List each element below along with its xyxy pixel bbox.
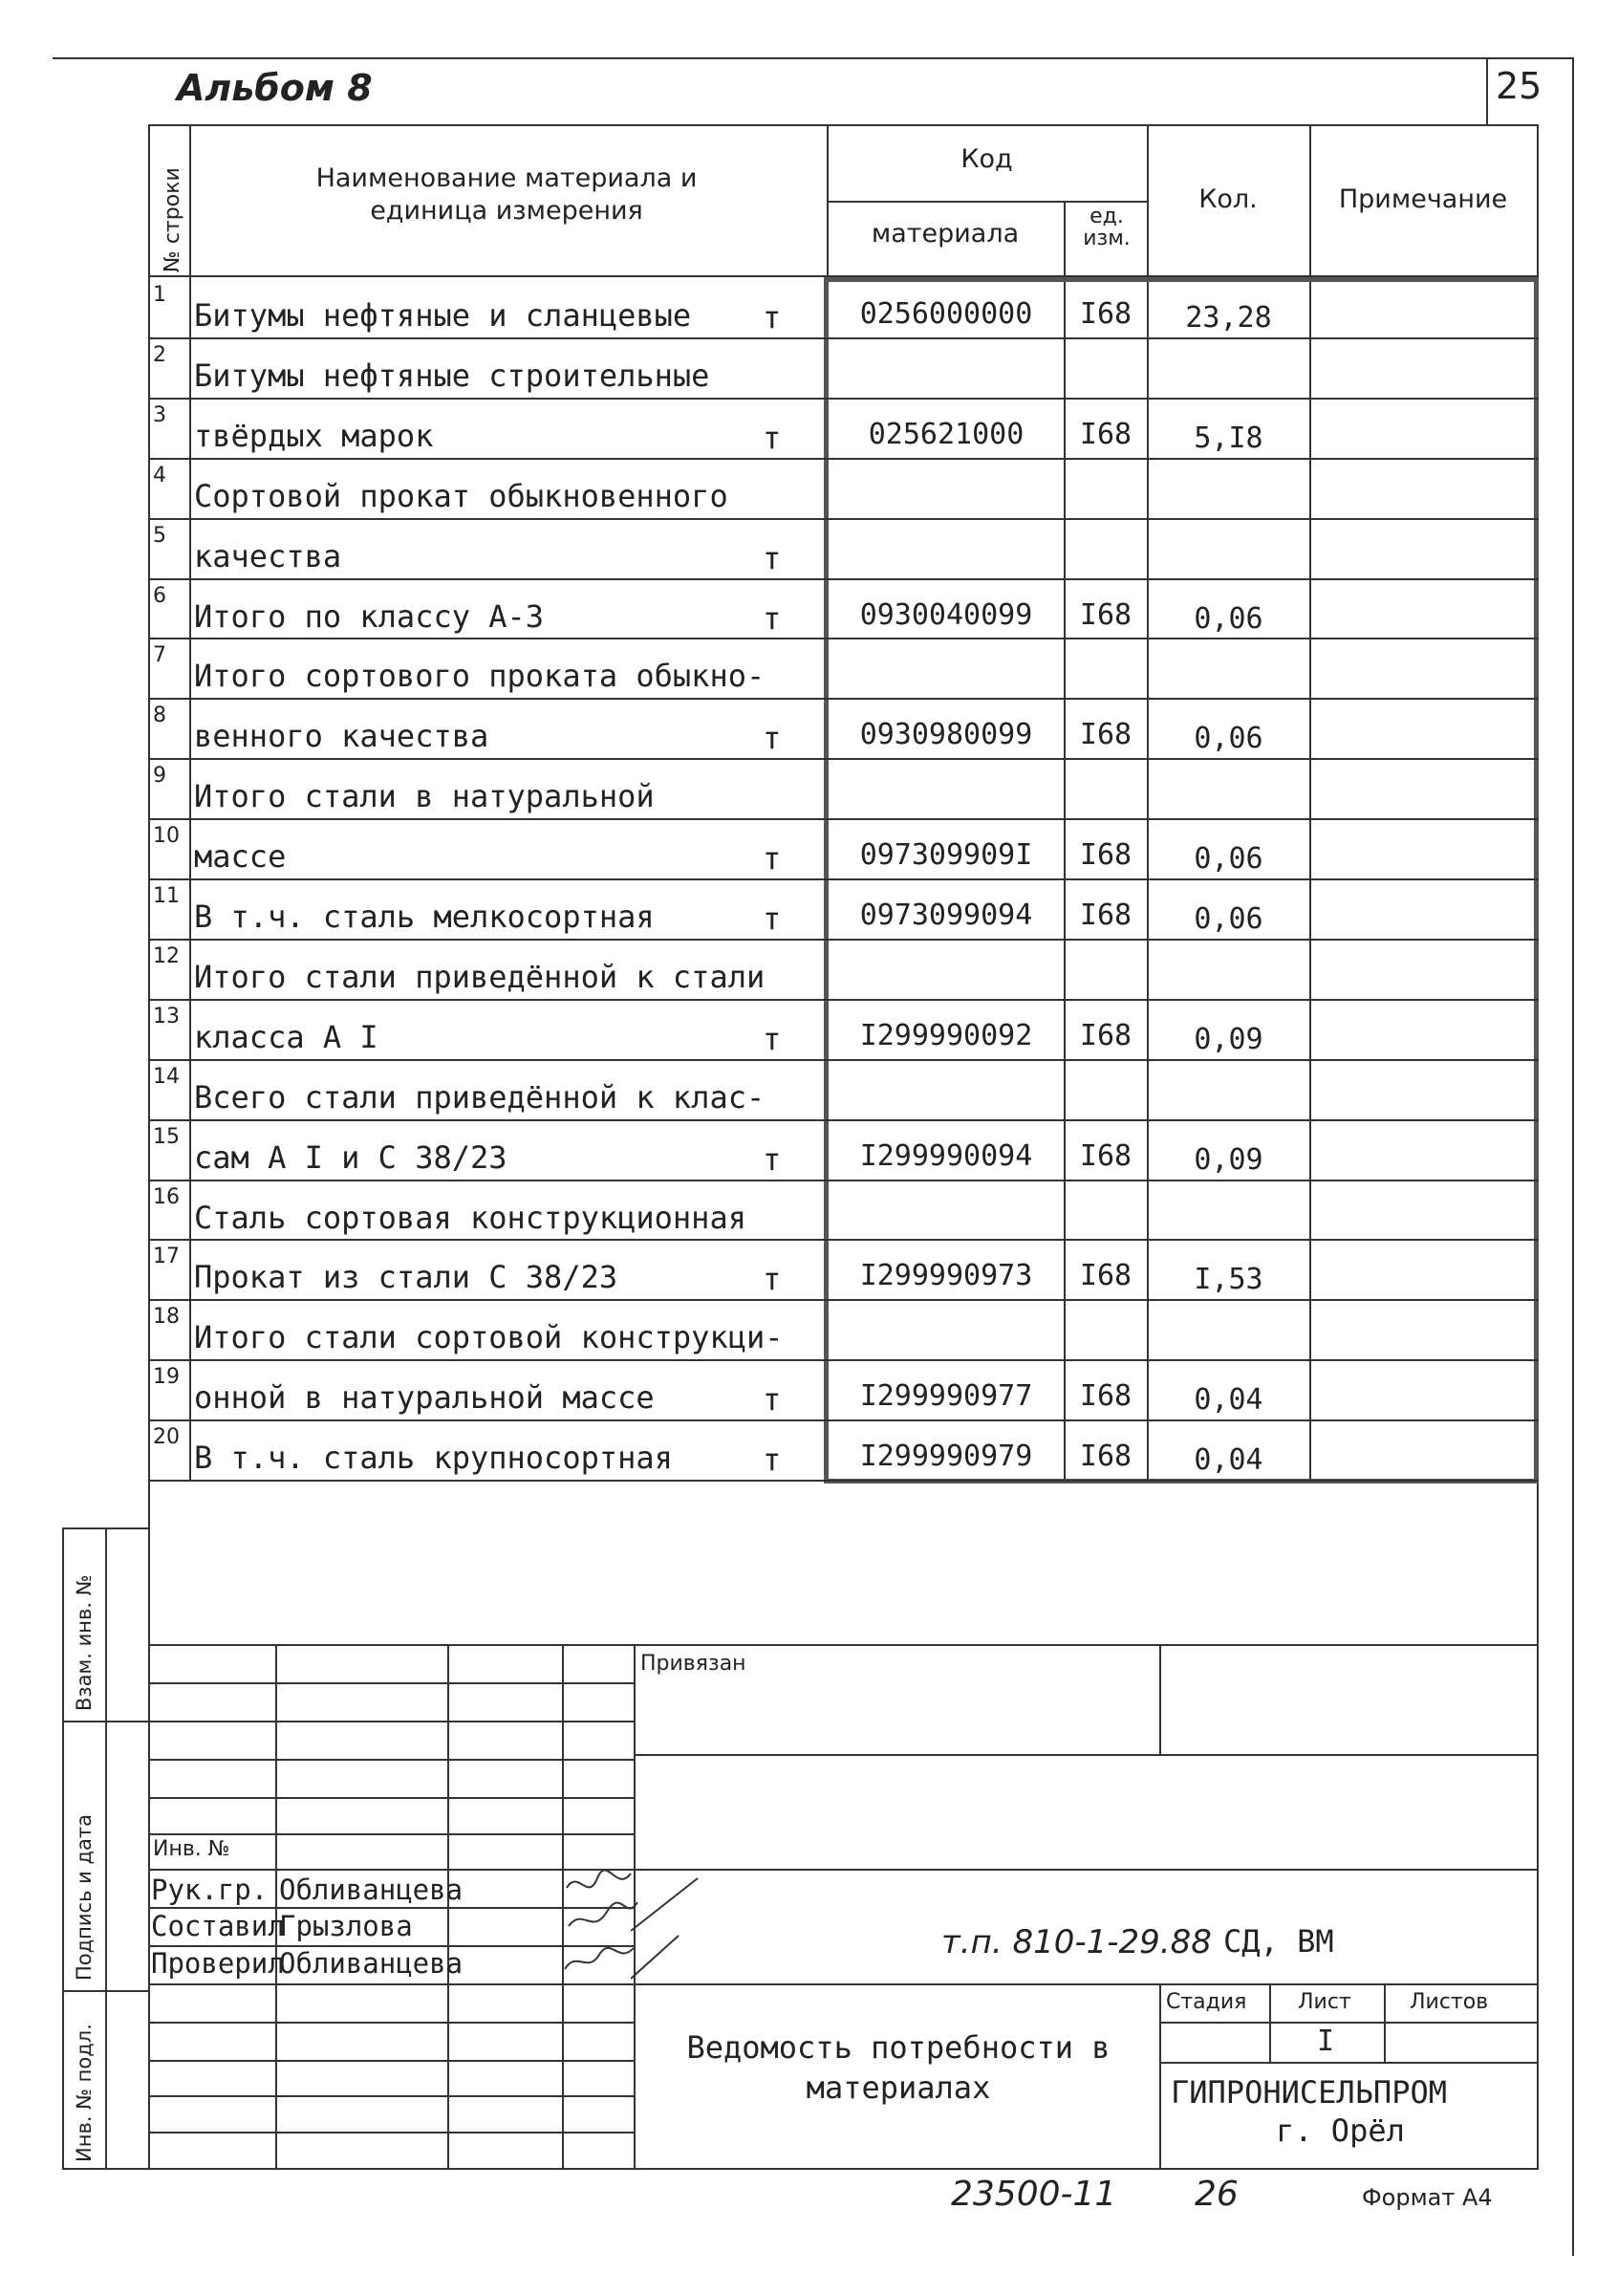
- row-number: 9: [153, 764, 166, 789]
- unit-code: I68: [1079, 1018, 1133, 1052]
- signature-strokes: [631, 1874, 707, 1988]
- quantity: 0,06: [1194, 601, 1263, 636]
- unit-code: I68: [1079, 1440, 1133, 1474]
- row-divider: [148, 578, 1539, 580]
- unit-label: т: [763, 419, 782, 456]
- org-city: г. Орёл: [1276, 2112, 1405, 2149]
- tb-col2: [447, 1644, 449, 2168]
- top-cut-line: [53, 57, 1572, 59]
- material-name: Битумы нефтяные строительные: [194, 357, 710, 394]
- unit-label: т: [763, 1140, 782, 1178]
- role-ruk: Рук.гр.: [151, 1874, 269, 1906]
- row-number: 5: [153, 523, 166, 548]
- tb-col1: [275, 1644, 277, 2168]
- material-code: 0973099094: [859, 899, 1033, 932]
- highlight-top: [824, 277, 1539, 282]
- tb-row11: [148, 2060, 634, 2062]
- row-number: 12: [153, 943, 180, 968]
- row-divider: [148, 878, 1539, 880]
- material-name: венного качества: [194, 718, 489, 755]
- unit-code: I68: [1079, 1259, 1133, 1293]
- unit-code: I68: [1079, 417, 1133, 451]
- quantity: 0,06: [1194, 902, 1263, 936]
- label-podpis-data: Подпись и дата: [73, 1814, 96, 1981]
- row-divider: [148, 698, 1539, 700]
- unit-label: т: [763, 1441, 782, 1479]
- col-note-line: [1309, 124, 1311, 1482]
- doc-code-printed: СД, ВМ: [1223, 1923, 1334, 1960]
- tb-row5: [148, 1833, 634, 1835]
- row-divider: [148, 939, 1539, 941]
- material-name: Сортовой прокат обыкновенного: [194, 477, 728, 514]
- name-ruk: Обливанцева: [279, 1874, 464, 1906]
- material-name: онной в натуральной массе: [194, 1379, 655, 1417]
- col-header-code-material: материала: [871, 219, 1020, 249]
- code-subheader-line: [827, 201, 1147, 203]
- tb-code-top: [634, 1869, 1539, 1871]
- label-vzam-inv: Взам. инв. №: [73, 1574, 96, 1711]
- material-name: Итого по классу А-3: [194, 597, 545, 635]
- name-sostavil: Грызлова: [279, 1910, 413, 1942]
- list-value: I: [1317, 2025, 1335, 2058]
- quantity: I,53: [1194, 1263, 1263, 1297]
- unit-label: т: [763, 1381, 782, 1419]
- row-divider: [148, 458, 1539, 460]
- tb-stage-left: [1159, 1983, 1161, 2168]
- side-strip-mid: [105, 1527, 107, 2168]
- material-name: Итого стали в натуральной: [194, 778, 655, 815]
- name-proveril: Обливанцева: [279, 1947, 464, 1980]
- doc-code-handwritten: т.п. 810-1-29.88: [941, 1923, 1212, 1961]
- list-label: Лист: [1298, 1990, 1351, 2014]
- unit-label: т: [763, 840, 782, 877]
- row-divider: [148, 1299, 1539, 1301]
- unit-label: т: [763, 1261, 782, 1298]
- material-name: твёрдых марок: [194, 417, 434, 454]
- inv-no-label: Инв. №: [153, 1837, 230, 1861]
- material-code: I299990979: [859, 1440, 1033, 1474]
- row-divider: [148, 518, 1539, 520]
- tb-row1: [148, 1682, 634, 1684]
- quantity: 5,I8: [1194, 421, 1263, 455]
- quantity: 0,04: [1194, 1383, 1263, 1418]
- col-rowno-line: [189, 124, 191, 1482]
- frame-top: [148, 124, 1539, 126]
- tb-row9: [148, 1983, 634, 1985]
- row-divider: [148, 1119, 1539, 1121]
- unit-label: т: [763, 1020, 782, 1057]
- stadiya-label: Стадия: [1166, 1990, 1247, 2014]
- row-divider: [148, 1239, 1539, 1241]
- col-header-note: Примечание: [1338, 184, 1508, 214]
- unit-label: т: [763, 599, 782, 637]
- row-divider: [148, 999, 1539, 1001]
- material-name: класса А I: [194, 1018, 378, 1055]
- row-number: 18: [153, 1305, 180, 1330]
- archive-number: 23500-11: [951, 2175, 1117, 2214]
- frame-bottom: [62, 2168, 1539, 2170]
- unit-code: I68: [1079, 899, 1133, 932]
- material-code: I299990092: [859, 1018, 1033, 1052]
- unit-label: т: [763, 299, 782, 336]
- tb-privyazan-split: [1159, 1644, 1161, 1754]
- material-code: I299990094: [859, 1138, 1033, 1173]
- material-code: 0930980099: [859, 718, 1033, 752]
- quantity: 0,04: [1194, 1443, 1263, 1478]
- tb-stage-bottom: [1159, 2062, 1539, 2064]
- col-header-code: Код: [960, 144, 1013, 174]
- material-name: сам А I и С 38/23: [194, 1138, 507, 1176]
- unit-code: I68: [1079, 838, 1133, 873]
- row-number: 15: [153, 1124, 180, 1149]
- material-code: I299990973: [859, 1259, 1033, 1293]
- tb-row13: [148, 2132, 634, 2134]
- label-inv-podl: Инв. № подл.: [73, 2024, 96, 2162]
- tb-privyazan-bottom: [634, 1754, 1539, 1756]
- row-number: 7: [153, 643, 166, 668]
- material-code: 025621000: [868, 417, 1025, 451]
- tb-row10: [148, 2022, 634, 2024]
- role-proveril: Проверил: [151, 1947, 285, 1980]
- col-header-name: Наименование материала и единица измерения: [315, 163, 698, 226]
- row-divider: [148, 638, 1539, 639]
- role-sostavil: Составил: [151, 1910, 285, 1942]
- tb-stage-header-line: [1159, 2022, 1539, 2024]
- unit-code: I68: [1079, 718, 1133, 752]
- material-name: В т.ч. сталь мелкосортная: [194, 899, 655, 935]
- col-unit-line: [1064, 201, 1066, 1482]
- material-name: Сталь сортовая конструкционная: [194, 1199, 746, 1236]
- row-number: 6: [153, 583, 166, 608]
- row-number: 17: [153, 1245, 180, 1269]
- row-number: 11: [153, 884, 180, 908]
- sheet-number: 25: [1496, 65, 1542, 107]
- unit-label: т: [763, 539, 782, 576]
- material-name: Итого стали приведённой к стали: [194, 958, 766, 995]
- col-header-rowno: № строки: [161, 167, 184, 272]
- tb-row12: [148, 2095, 634, 2097]
- material-name: Итого стали сортовой конструкци-: [194, 1319, 784, 1356]
- row-divider: [148, 1180, 1539, 1181]
- tb-top: [148, 1644, 1539, 1646]
- privyazan-label: Привязан: [640, 1652, 746, 1676]
- album-label: Альбом 8: [177, 67, 373, 109]
- material-name: качества: [194, 537, 342, 574]
- material-code: I299990977: [859, 1379, 1033, 1414]
- page-right-trim: [1572, 57, 1574, 2256]
- unit-code: I68: [1079, 297, 1133, 331]
- row-divider: [148, 1480, 1539, 1482]
- listov-label: Листов: [1410, 1990, 1489, 2014]
- tb-row4: [148, 1797, 634, 1799]
- tb-row3: [148, 1759, 634, 1761]
- tb-row2: [148, 1721, 634, 1722]
- material-name: Прокат из стали С 38/23: [194, 1259, 618, 1296]
- tb-code-bottom: [634, 1983, 1539, 1985]
- row-number: 16: [153, 1184, 180, 1209]
- row-number: 3: [153, 402, 166, 427]
- quantity: 0,09: [1194, 1142, 1263, 1177]
- quantity: 23,28: [1185, 301, 1272, 335]
- side-strip-left: [62, 1527, 64, 2168]
- row-number: 19: [153, 1365, 180, 1390]
- doc-title: Ведомость потребности в материалах: [686, 2029, 1111, 2106]
- row-number: 10: [153, 824, 180, 849]
- row-number: 13: [153, 1004, 180, 1029]
- material-name: В т.ч. сталь крупносортная: [194, 1440, 673, 1477]
- material-name: Всего стали приведённой к клас-: [194, 1078, 766, 1116]
- row-number: 1: [153, 283, 166, 307]
- material-code: 0930040099: [859, 597, 1033, 632]
- row-divider: [148, 1059, 1539, 1061]
- material-name: Итого сортового проката обыкно-: [194, 658, 766, 695]
- material-code: 097309909I: [859, 838, 1033, 873]
- col-header-qty: Кол.: [1198, 184, 1258, 214]
- row-number: 2: [153, 342, 166, 367]
- frame-left: [148, 124, 150, 2170]
- col-qty-line: [1147, 124, 1149, 1482]
- material-name: Битумы нефтяные и сланцевые: [194, 297, 692, 334]
- row-divider: [148, 1359, 1539, 1361]
- material-name: массе: [194, 838, 287, 876]
- quantity: 0,06: [1194, 842, 1263, 877]
- row-number: 20: [153, 1425, 180, 1450]
- format-label: Формат А4: [1362, 2184, 1493, 2211]
- row-number: 14: [153, 1064, 180, 1089]
- unit-label: т: [763, 720, 782, 757]
- page-number: 26: [1195, 2175, 1239, 2214]
- org-name: ГИПРОНИСЕЛЬПРОМ: [1171, 2074, 1447, 2111]
- quantity: 0,09: [1194, 1022, 1263, 1056]
- quantity: 0,06: [1194, 722, 1263, 756]
- row-divider: [148, 758, 1539, 760]
- row-divider: [148, 337, 1539, 339]
- unit-code: I68: [1079, 1379, 1133, 1414]
- row-divider: [148, 818, 1539, 820]
- row-divider: [148, 1419, 1539, 1421]
- unit-code: I68: [1079, 1138, 1133, 1173]
- col-header-code-unit: ед. изм.: [1083, 205, 1131, 251]
- row-divider: [148, 398, 1539, 400]
- sheet-box-left: [1486, 57, 1488, 124]
- unit-code: I68: [1079, 597, 1133, 632]
- material-code: 0256000000: [859, 297, 1033, 331]
- row-number: 4: [153, 463, 166, 487]
- unit-label: т: [763, 900, 782, 937]
- row-number: 8: [153, 704, 166, 728]
